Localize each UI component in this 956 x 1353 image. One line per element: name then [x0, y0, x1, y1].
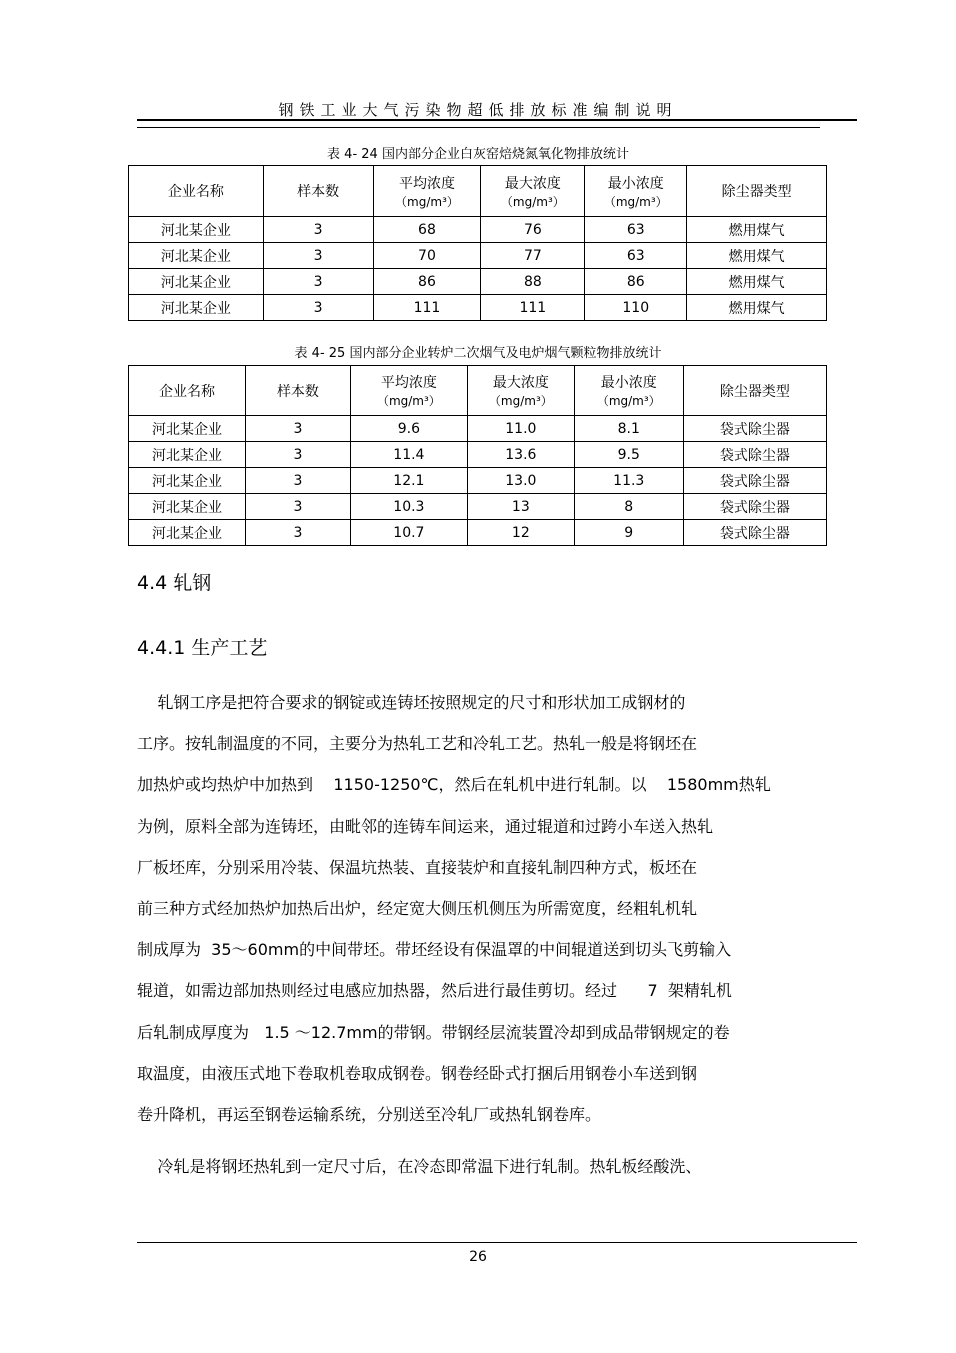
nox-emission-table [128, 165, 827, 321]
table-cell: 77 [481, 243, 585, 269]
table-cell: 燃用煤气 [687, 269, 827, 295]
table-cell: 11.3 [574, 468, 683, 494]
table-cell: 3 [263, 217, 373, 243]
table-cell: 袋式除尘器 [683, 520, 826, 546]
document-header-title: 钢铁工业大气污染物超低排放标准编制说明 [278, 101, 678, 119]
table-row [129, 416, 827, 442]
paragraph-line: 制成厚为 35～60mm的中间带坯。带坯经设有保温罩的中间辊道送到切头飞剪输入 [137, 940, 732, 960]
table-cell: 88 [481, 269, 585, 295]
table-cell: 63 [585, 217, 687, 243]
column-header: 样本数 [246, 366, 351, 416]
column-header: 除尘器类型 [683, 366, 826, 416]
table-row [129, 295, 827, 321]
table-cell: 111 [373, 295, 481, 321]
table-cell: 11.0 [467, 416, 574, 442]
table-cell: 河北某企业 [129, 295, 264, 321]
table-cell: 9 [574, 520, 683, 546]
table-header-row [129, 366, 827, 416]
paragraph-line: 卷升降机，再运至钢卷运输系统，分别送至冷轧厂或热轧钢卷库。 [137, 1105, 602, 1125]
table-cell: 13 [467, 494, 574, 520]
column-header: 企业名称 [129, 166, 264, 217]
body-paragraph [137, 1146, 827, 1187]
footer-rule [137, 1242, 857, 1243]
table-row [129, 442, 827, 468]
table-cell: 燃用煤气 [687, 243, 827, 269]
header-rule-thin [137, 127, 820, 128]
column-header: 企业名称 [129, 366, 246, 416]
table-cell: 68 [373, 217, 481, 243]
paragraph-line: 厂板坯库，分别采用冷装、保温坑热装、直接装炉和直接轧制四种方式，板坯在 [137, 857, 698, 877]
table-cell: 3 [263, 243, 373, 269]
table-row [129, 520, 827, 546]
column-header: 平均浓度 （mg/m³） [350, 366, 467, 416]
table-row [129, 217, 827, 243]
paragraph-line: 工序。按轧制温度的不同，主要分为热轧工艺和冷轧工艺。热轧一般是将钢坯在 [137, 734, 698, 754]
table-cell: 河北某企业 [129, 269, 264, 295]
table-cell: 袋式除尘器 [683, 442, 826, 468]
table-cell: 袋式除尘器 [683, 494, 826, 520]
table-cell: 燃用煤气 [687, 217, 827, 243]
table-cell: 110 [585, 295, 687, 321]
table-cell: 河北某企业 [129, 494, 246, 520]
paragraph-line: 取温度，由液压式地下卷取机卷取成钢卷。钢卷经卧式打捆后用钢卷小车送到钢 [137, 1063, 698, 1083]
column-header: 平均浓度 （mg/m³） [373, 166, 481, 217]
section-heading: 4.4 轧钢 [137, 572, 212, 594]
table-cell: 袋式除尘器 [683, 468, 826, 494]
page-number: 26 [469, 1249, 487, 1265]
particulate-emission-table [128, 365, 827, 546]
table-cell: 燃用煤气 [687, 295, 827, 321]
table-cell: 10.3 [350, 494, 467, 520]
header-rule-thick [137, 119, 857, 121]
table-cell: 河北某企业 [129, 468, 246, 494]
table-cell: 8.1 [574, 416, 683, 442]
table-cell: 3 [263, 295, 373, 321]
paragraph-line: 前三种方式经加热炉加热后出炉，经定宽大侧压机侧压为所需宽度，经粗轧机轧 [137, 899, 698, 919]
table-cell: 9.5 [574, 442, 683, 468]
paragraph-line: 为例，原料全部为连铸坯，由毗邻的连铸车间运来，通过辊道和过跨小车送入热轧 [137, 816, 714, 836]
table-cell: 河北某企业 [129, 217, 264, 243]
column-header: 样本数 [263, 166, 373, 217]
table-cell: 111 [481, 295, 585, 321]
column-header: 除尘器类型 [687, 166, 827, 217]
paragraph-line: 后轧制成厚度为 1.5 ～12.7mm的带钢。带钢经层流装置冷却到成品带钢规定的卷 [137, 1022, 730, 1042]
paragraph-line: 轧钢工序是把符合要求的钢锭或连铸坯按照规定的尺寸和形状加工成钢材的 [137, 693, 686, 712]
column-header: 最小浓度 （mg/m³） [585, 166, 687, 217]
body-paragraph [137, 682, 827, 1135]
table-cell: 9.6 [350, 416, 467, 442]
table-cell: 10.7 [350, 520, 467, 546]
table-cell: 12 [467, 520, 574, 546]
table-cell: 8 [574, 494, 683, 520]
table-row [129, 494, 827, 520]
table-cell: 3 [246, 520, 351, 546]
table-header-row [129, 166, 827, 217]
column-header: 最大浓度 （mg/m³） [481, 166, 585, 217]
table2-caption: 表 4- 25 国内部分企业转炉二次烟气及电炉烟气颗粒物排放统计 [294, 346, 662, 361]
table-cell: 86 [585, 269, 687, 295]
table-cell: 86 [373, 269, 481, 295]
table-cell: 袋式除尘器 [683, 416, 826, 442]
table-cell: 11.4 [350, 442, 467, 468]
table-row [129, 468, 827, 494]
table-cell: 76 [481, 217, 585, 243]
paragraph-line: 加热炉或均热炉中加热到 1150-1250℃，然后在轧机中进行轧制。以 1580mm热轧 [137, 775, 771, 795]
table-cell: 12.1 [350, 468, 467, 494]
paragraph-line: 冷轧是将钢坯热轧到一定尺寸后，在冷态即常温下进行轧制。热轧板经酸洗、 [137, 1157, 702, 1176]
subsection-heading: 4.4.1 生产工艺 [137, 637, 268, 659]
table-cell: 河北某企业 [129, 520, 246, 546]
table-cell: 河北某企业 [129, 416, 246, 442]
column-header: 最小浓度 （mg/m³） [574, 366, 683, 416]
table-cell: 13.0 [467, 468, 574, 494]
column-header: 最大浓度 （mg/m³） [467, 366, 574, 416]
table-cell: 63 [585, 243, 687, 269]
table-cell: 河北某企业 [129, 243, 264, 269]
table-cell: 3 [246, 494, 351, 520]
table-row [129, 243, 827, 269]
table-cell: 3 [246, 442, 351, 468]
table-cell: 3 [246, 468, 351, 494]
table-cell: 3 [263, 269, 373, 295]
table-row [129, 269, 827, 295]
table-cell: 70 [373, 243, 481, 269]
table1-caption: 表 4- 24 国内部分企业白灰窑焙烧氮氧化物排放统计 [327, 147, 629, 162]
table-cell: 13.6 [467, 442, 574, 468]
table-cell: 河北某企业 [129, 442, 246, 468]
paragraph-line: 辊道，如需边部加热则经过电感应加热器，然后进行最佳剪切。经过 7 架精轧机 [137, 981, 732, 1001]
table-cell: 3 [246, 416, 351, 442]
